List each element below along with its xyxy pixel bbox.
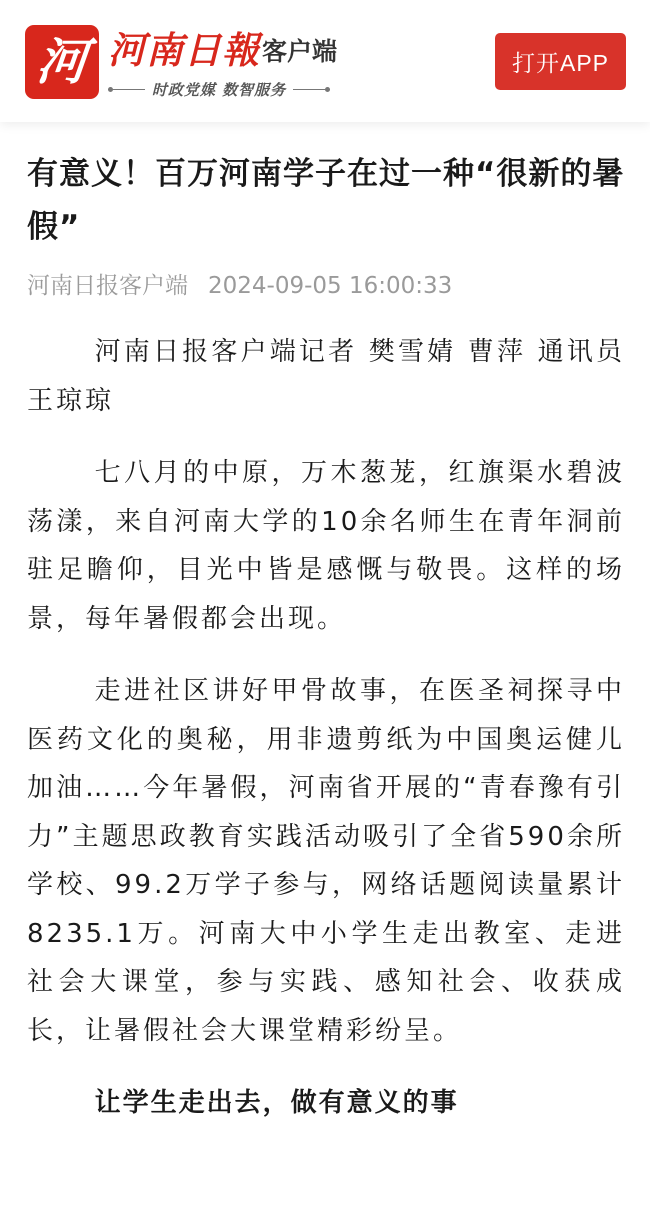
- article-paragraph: 走进社区讲好甲骨故事，在医圣祠探寻中医药文化的奥秘，用非遗剪纸为中国奥运健儿加油……今年暑假，河南省开展的“青春豫有引力”主题思政教育实践活动吸引了全省590余所学校、99.2万学子参与，网络话题阅读量累计8235.1万。河南大中小学生走出教室、走进社会大课堂，参与实践、感知社会、收获成长，让暑假社会大课堂精彩纷呈。: [27, 676, 625, 1046]
- brand-name: 河南日報: [108, 28, 260, 72]
- article-paragraph: 七八月的中原，万木葱茏，红旗渠水碧波荡漾，来自河南大学的10余名师生在青年洞前驻足瞻仰，目光中皆是感慨与敬畏。这样的场景，每年暑假都会出现。: [27, 458, 625, 634]
- tagline-divider-right: [293, 89, 330, 90]
- henan-daily-logo-icon: 河: [25, 25, 99, 99]
- brand-tagline: [108, 79, 330, 99]
- article-timestamp: 2024-09-05 16:00:33: [208, 273, 453, 299]
- article-body: [27, 148, 625, 1127]
- article-meta: [27, 269, 625, 303]
- brand-suffix: 客户端: [262, 37, 338, 66]
- article-source: 河南日报客户端: [27, 273, 188, 299]
- article-subheading: 让学生走出去，做有意义的事: [94, 1088, 459, 1118]
- top-banner: [0, 0, 650, 122]
- article-paragraph: 河南日报客户端记者 樊雪婧 曹萍 通讯员 王琼琼: [27, 337, 625, 416]
- article-title: 有意义！百万河南学子在过一种“很新的暑假”: [27, 156, 625, 245]
- brand-title: [108, 28, 337, 72]
- open-app-button[interactable]: 打开APP: [495, 33, 626, 90]
- tagline-text: 时政党媒 数智服务: [151, 80, 287, 99]
- tagline-divider-left: [108, 89, 145, 90]
